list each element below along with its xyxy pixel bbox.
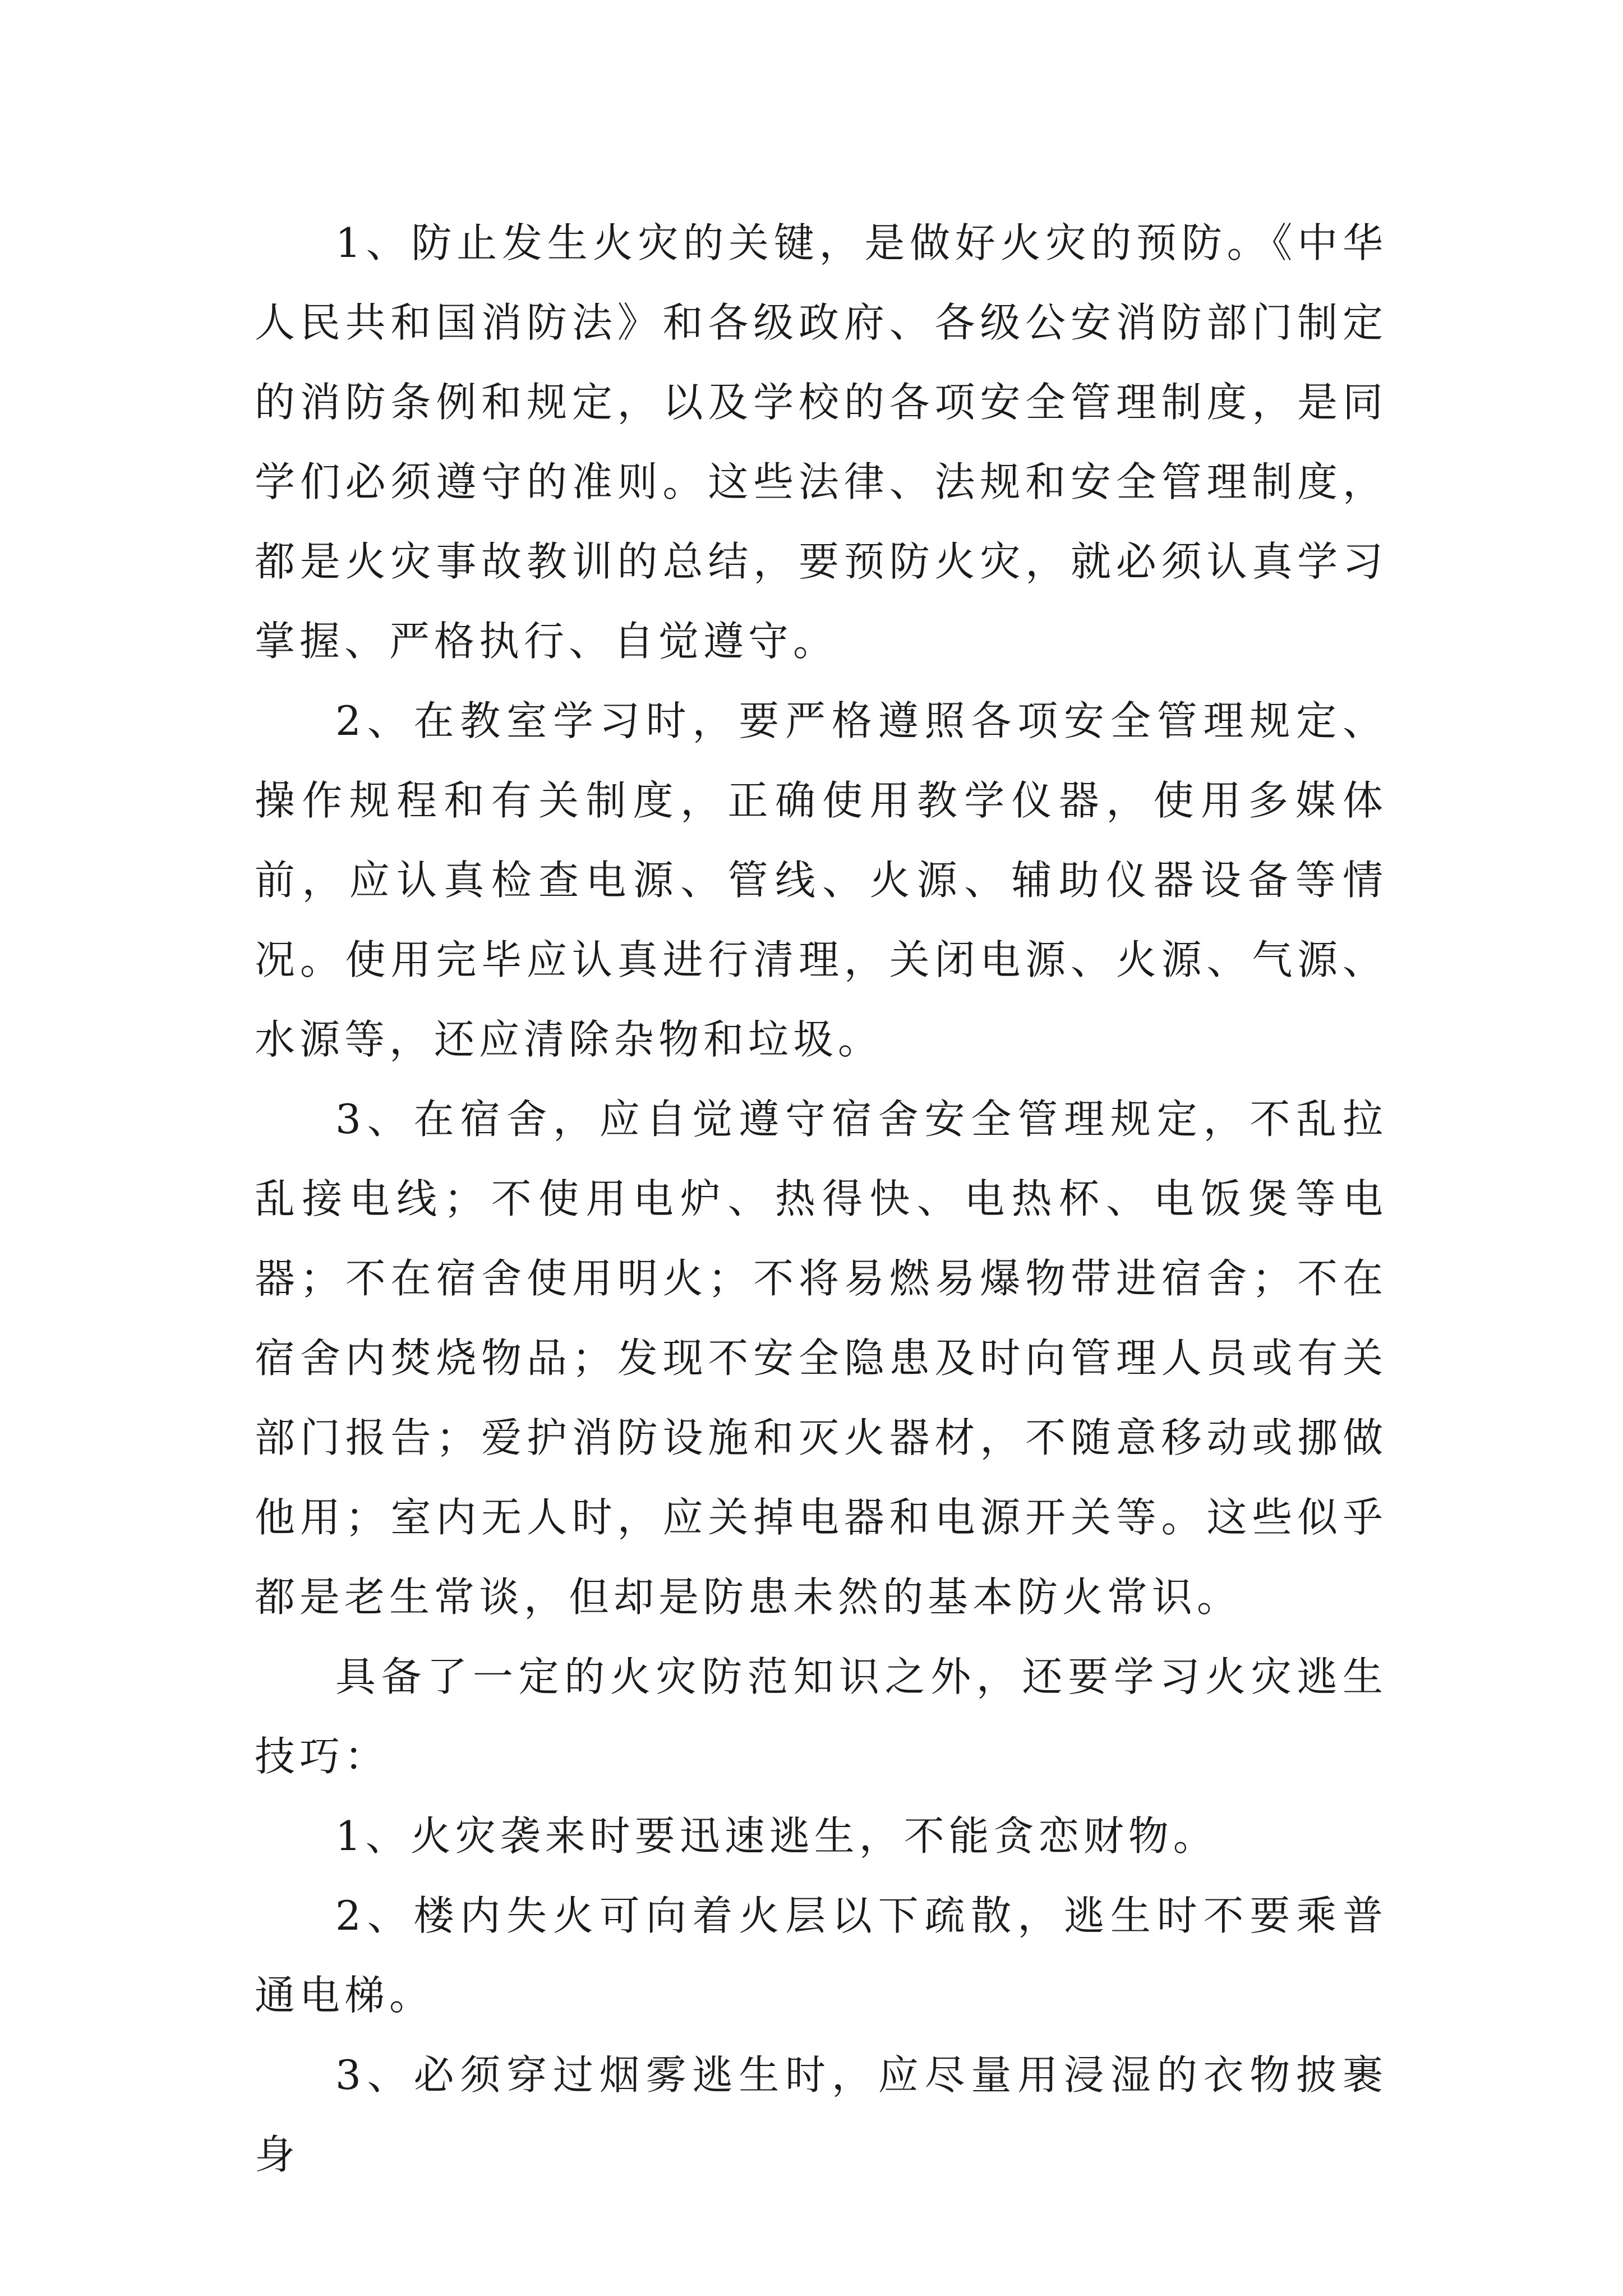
paragraph-escape-intro: 具备了一定的火灾防范知识之外，还要学习火灾逃生技巧： — [255, 1653, 1387, 1780]
paragraph-dormitory: 3、在宿舍，应自觉遵守宿舍安全管理规定，不乱拉乱接电线；不使用电炉、热得快、电热杯、电饭煲等电器；不在宿舍使用明火；不将易燃易爆物带进宿舍；不在宿舍内焚烧物品；发现不安全隐患及时向管理人员或有关部门报告；爱护消防设施和灭火器材，不随意移动或挪做他用；室内无人时，应关掉电器和电源开关等。这些似乎都是老生常谈，但却是防患未然的基本防火常识。 — [255, 1096, 1387, 1621]
paragraph-escape-1: 1、火灾袭来时要迅速逃生，不能贪恋财物。 — [335, 1812, 1218, 1860]
document-body — [255, 203, 1387, 2194]
paragraph-classroom: 2、在教室学习时，要严格遵照各项安全管理规定、操作规程和有关制度，正确使用教学仪器，使用多媒体前，应认真检查电源、管线、火源、辅助仪器设备等情况。使用完毕应认真进行清理，关闭电源、火源、气源、水源等，还应清除杂物和垃圾。 — [255, 697, 1387, 1063]
paragraph-escape-3: 3、必须穿过烟雾逃生时，应尽量用浸湿的衣物披裹身 — [255, 2051, 1387, 2178]
paragraph-prevention-key: 1、防止发生火灾的关键，是做好火灾的预防。《中华人民共和国消防法》和各级政府、各级公安消防部门制定的消防条例和规定，以及学校的各项安全管理制度，是同学们必须遵守的准则。这些法律、法规和安全管理制度，都是火灾事故教训的总结，要预防火灾，就必须认真学习掌握、严格执行、自觉遵守。 — [255, 219, 1387, 665]
paragraph-escape-2: 2、楼内失火可向着火层以下疏散，逃生时不要乘普通电梯。 — [255, 1892, 1387, 2019]
